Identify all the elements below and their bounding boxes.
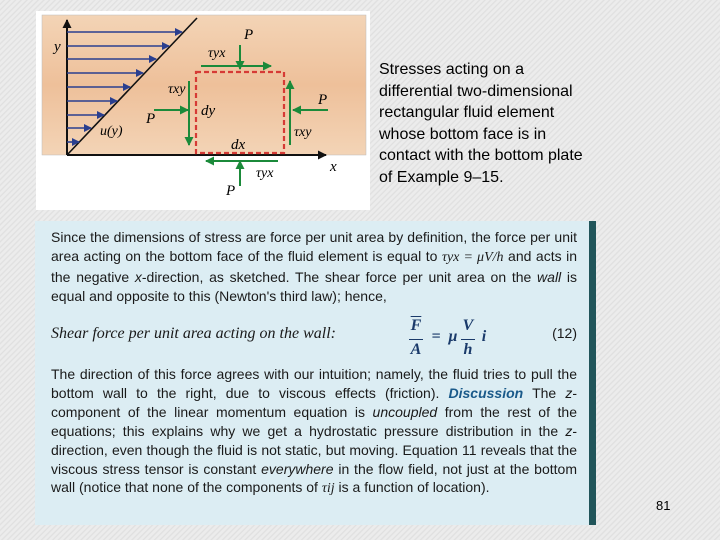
eq-rhs-fraction-bar [461, 339, 475, 340]
explanation-panel [35, 221, 591, 525]
pressure-label-bottom: P [226, 183, 236, 199]
u-profile-label: u(y) [100, 124, 123, 139]
page-number: 81 [656, 498, 671, 513]
eq-mu: μ [448, 328, 458, 345]
equation-number: (12) [552, 325, 577, 341]
p1-end: is equal and opposite to this (Newton's third law); hence, [51, 268, 578, 304]
figure-caption: Stresses acting on a differential two-dimensional rectangular fluid element whose bottom face is in contact with the bottom plate of Example 9–15. [379, 61, 583, 186]
p1-x: x [134, 268, 142, 285]
stress-figure [36, 11, 370, 210]
eq-rhs-numerator: V [462, 317, 474, 334]
p2-intuition: The direction of this force agrees with our intuition; namely, the fluid tries to pull the bottom wall to the right, due to viscous effects (friction). [51, 366, 577, 401]
fluid-region [42, 15, 366, 155]
panel-accent-bar [589, 221, 596, 525]
disc-uncoupled: uncoupled [372, 403, 438, 420]
shear-label-bottom: τyx [256, 166, 274, 181]
shear-label-right: τxy [294, 125, 312, 140]
paragraph-stress-definition [51, 228, 577, 306]
disc-t3: from the rest of the equations; this explains why we get a hydrostatic pressure distribution in the [51, 403, 577, 439]
p1-middle: and acts in the negative [51, 247, 577, 285]
equation-label: Shear force per unit area acting on the wall: [51, 325, 336, 342]
disc-t6: is a function of location). [334, 479, 490, 496]
stress-diagram-svg [36, 11, 370, 210]
pressure-label-top: P [244, 27, 254, 43]
paragraph-discussion [51, 365, 577, 499]
equation-formula [409, 315, 519, 365]
disc-t5: in the flow field, not just at the bottom wall (notice that none of the components of [51, 460, 577, 496]
eq-lhs-fraction-bar [409, 339, 423, 340]
eq-rhs-denominator: h [463, 341, 473, 358]
disc-z2: z [565, 422, 573, 439]
disc-everywhere: everywhere [261, 460, 334, 477]
eq-unit-vector: i [481, 328, 487, 345]
disc-tau: τij [321, 481, 335, 497]
shear-label-top: τyx [208, 46, 226, 61]
pressure-label-right: P [318, 92, 328, 108]
x-axis-label: x [330, 159, 337, 175]
p1-formula: τyx = μV/h [441, 249, 504, 265]
shear-label-left: τxy [168, 82, 186, 97]
eq-lhs-numerator: $\overline{F}$ [410, 317, 422, 334]
disc-t1: The [523, 384, 566, 401]
eq-lhs-denominator: A [410, 341, 422, 358]
dx-label: dx [231, 137, 246, 153]
p1-after-x: -direction, as sketched. The shear force per unit area on the [141, 268, 538, 285]
eq-equals: = [431, 328, 441, 345]
disc-t4: -direction, even though the fluid is not static, but moving. Equation 11 reveals that the viscous stress tensor is constant [51, 422, 577, 477]
disc-t2: -component of the linear momentum equation is [51, 384, 577, 420]
discussion-heading: Discussion [448, 384, 524, 401]
dy-label: dy [201, 103, 216, 119]
p1-wall: wall [537, 268, 562, 285]
disc-z1: z [565, 384, 573, 401]
p1-before: Since the dimensions of stress are force per unit area by definition, the force per unit area acting on the bottom face of the fluid element is equal to [51, 229, 577, 264]
pressure-label-left: P [146, 111, 156, 127]
shear-force-equation [51, 315, 577, 365]
y-axis-label: y [54, 39, 61, 55]
